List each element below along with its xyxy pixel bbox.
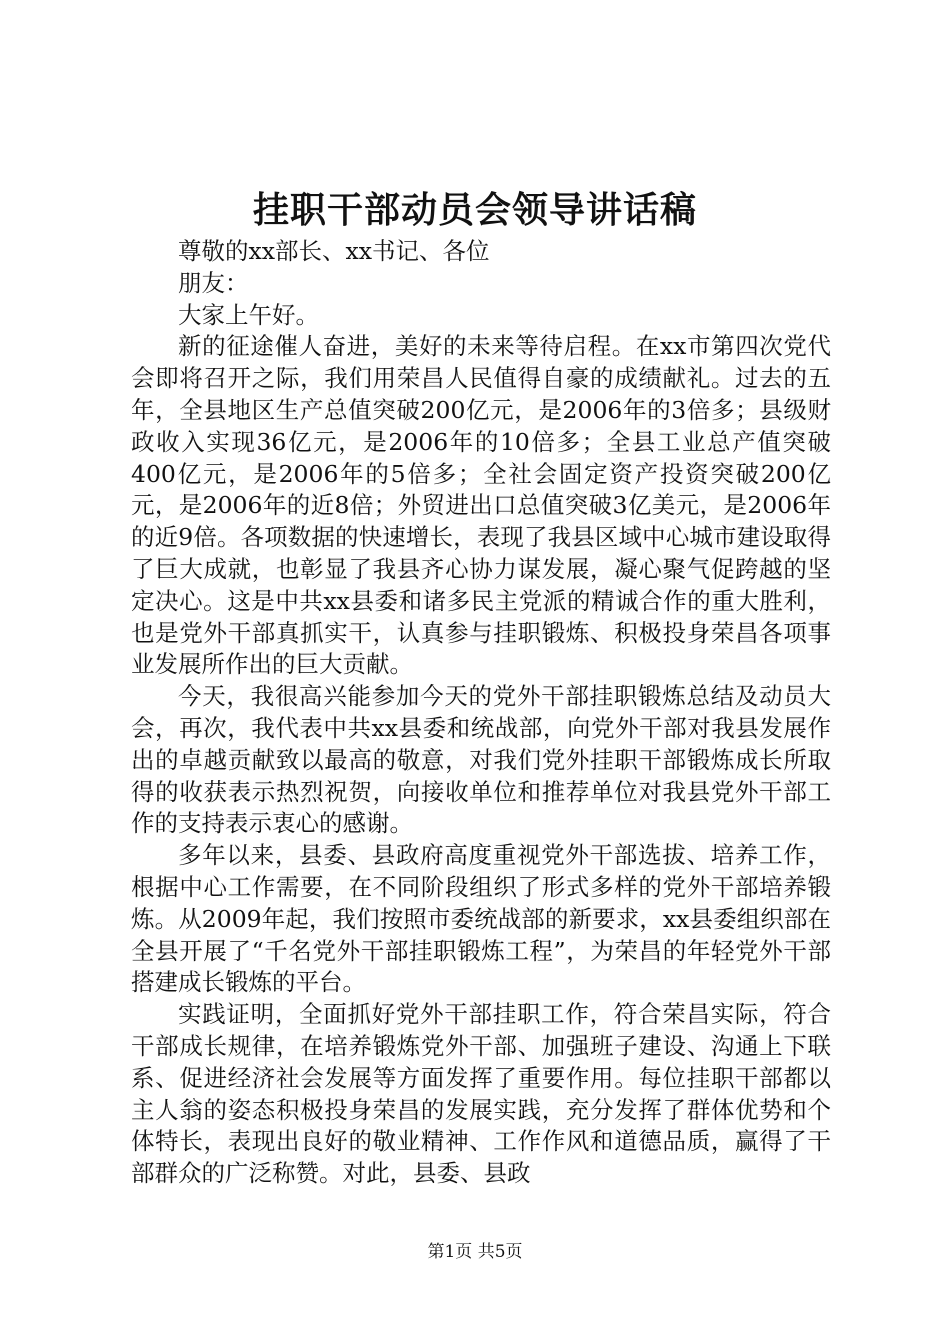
salutation-line-2: 朋友： xyxy=(178,268,249,297)
body-paragraph: 多年以来，县委、县政府高度重视党外干部选拔、培养工作，根据中心工作需要，在不同阶段组织了形式多样的党外干部培养锻炼。从2009年起，我们按照市委统战部的新要求，xx县委组织部在全县开展了“千名党外干部挂职锻炼工程”，为荣昌的年轻党外干部搭建成长锻炼的平台。 xyxy=(131,841,831,997)
body-paragraph: 新的征途催人奋进，美好的未来等待启程。在xx市第四次党代会即将召开之际，我们用荣昌人民值得自豪的成绩献礼。过去的五年，全县地区生产总值突破200亿元，是2006年的3倍多；县级财政收入实现36亿元，是2006年的10倍多；全县工业总产值突破400亿元，是2006年的5倍多；全社会固定资产投资突破200亿元，是2006年的近8倍；外贸进出口总值突破3亿美元，是2006年的近9倍。各项数据的快速增长，表现了我县区域中心城市建设取得了巨大成就，也彰显了我县齐心协力谋发展，凝心聚气促跨越的坚定决心。这是中共xx县委和诸多民主党派的精诚合作的重大胜利，也是党外干部真抓实干，认真参与挂职锻炼、积极投身荣昌各项事业发展所作出的巨大贡献。 xyxy=(131,332,831,679)
document-title: 挂职干部动员会领导讲话稿 xyxy=(252,189,697,231)
body-paragraph: 实践证明，全面抓好党外干部挂职工作，符合荣昌实际，符合干部成长规律，在培养锻炼党外干部、加强班子建设、沟通上下联系、促进经济社会发展等方面发挥了重要作用。每位挂职干部都以主人翁的姿态积极投身荣昌的发展实践，充分发挥了群体优势和个体特长，表现出良好的敬业精神、工作作风和道德品质，赢得了干部群众的广泛称赞。对此，县委、县政 xyxy=(131,1000,831,1188)
body-paragraph: 今天，我很高兴能参加今天的党外干部挂职锻炼总结及动员大会，再次，我代表中共xx县委和统战部，向党外干部对我县发展作出的卓越贡献致以最高的敬意，对我们党外挂职干部锻炼成长所取得的收获表示热烈祝贺，向接收单位和推荐单位对我县党外干部工作的支持表示衷心的感谢。 xyxy=(131,682,831,838)
greeting-paragraph: 大家上午好。 xyxy=(178,300,319,329)
page-number-footer: 第1页 共5页 xyxy=(427,1242,523,1262)
document-body xyxy=(131,236,831,1190)
salutation-line-1: 尊敬的xx部长、xx书记、各位 xyxy=(178,237,490,265)
